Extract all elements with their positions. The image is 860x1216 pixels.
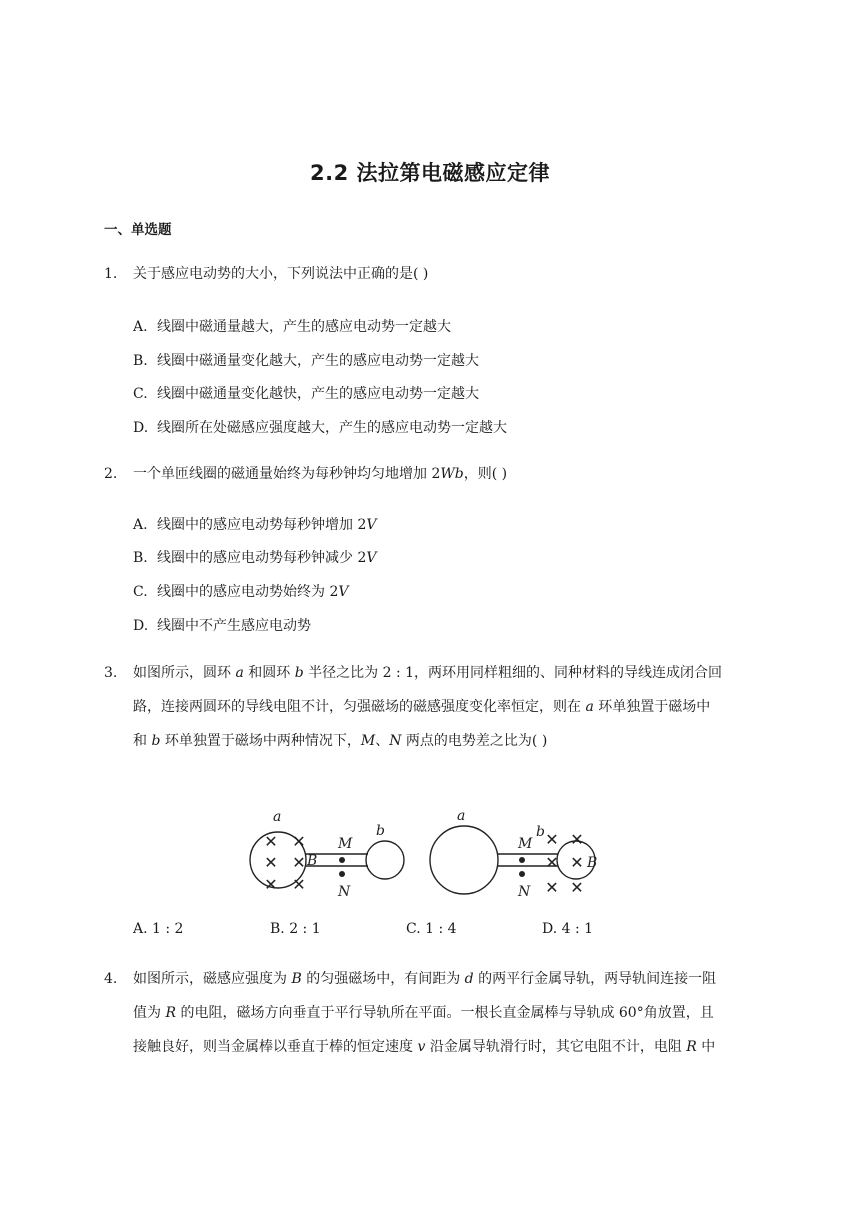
question-2-option-c[interactable] [133,581,348,601]
question-4-stem [133,962,758,1064]
label-M-right: M [518,836,533,852]
question-3-stem [133,656,758,758]
stem-text: 半径之比为 2 : 1，两环用同样粗细的、同种材料的导线连成闭合回 [303,665,723,681]
option-text: 1 : 4 [425,921,457,937]
stem-line [133,1030,758,1064]
label-a-left: a [273,809,282,825]
stem-text: 沿金属导轨滑行时，其它电阻不计，电阻 [425,1039,687,1055]
field-cross-mark: ✕ [264,853,278,872]
question-3-option-b[interactable] [270,921,321,937]
question-3-number: 3. [104,665,118,681]
question-3-option-a[interactable] [133,921,183,937]
stem-line [133,724,758,758]
stem-text: 值为 [133,1005,166,1021]
stem-line [133,962,758,996]
option-label: A. [133,319,148,335]
field-cross-mark: ✕ [570,830,584,849]
option-text: 线圈所在处磁感应强度越大，产生的感应电动势一定越大 [157,420,507,436]
label-a-right: a [457,808,466,824]
stem-text: 一个单匝线圈的磁通量始终为每秒钟均匀地增加 2 [133,466,441,482]
stem-text: 路，连接两圆环的导线电阻不计，匀强磁场的磁感强度变化率恒定，则在 [133,699,586,715]
section-heading: 一、单选题 [104,222,172,238]
label-M-left: M [338,836,353,852]
ring-a-right [430,826,498,894]
option-text: 线圈中磁通量变化越大，产生的感应电动势一定越大 [157,353,479,369]
question-1-number: 1. [104,266,118,282]
terminal-dot-right [519,871,525,877]
var-v: v [417,1039,426,1055]
question-3-option-c[interactable] [406,921,457,937]
question-2-number: 2. [104,466,118,482]
option-text: 线圈中的感应电动势始终为 2 [157,584,339,600]
stem-text: 的电阻，磁场方向垂直于平行导轨所在平面。一根长直金属棒与导轨成 60°角放置，且 [176,1005,714,1021]
option-label: A. [133,517,148,533]
stem-text: 环单独置于磁场中 [593,699,711,715]
var-R: R [165,1005,176,1021]
var-b: b [151,733,161,749]
stem-text: 环单独置于磁场中两种情况下， [160,733,361,749]
field-cross-mark: ✕ [570,878,584,897]
option-text: 2 : 1 [289,921,321,937]
option-text: 线圈中的感应电动势每秒钟减少 2 [157,550,367,566]
stem-text: 的两平行金属导轨，两导轨间连接一阻 [473,971,717,987]
field-crosses-right [545,830,583,897]
question-3-option-d[interactable] [542,921,593,937]
option-text: 线圈中磁通量越大，产生的感应电动势一定越大 [157,319,451,335]
var-n: N [389,733,402,749]
label-N-right: N [518,884,531,900]
field-cross-mark: ✕ [292,875,306,894]
terminal-dot-left [339,857,345,863]
stem-text: 和 [133,733,152,749]
option-label: A. [133,921,148,937]
option-label: B. [133,550,148,566]
stem-text: 如图所示，圆环 [133,665,236,681]
stem-text: 、 [375,733,390,749]
stem-text: 接触良好，则当金属棒以垂直于棒的恒定速度 [133,1039,418,1055]
unit-var: V [366,517,377,533]
question-2-option-a[interactable] [133,514,376,534]
option-label: D. [133,420,149,436]
option-label: B. [133,353,148,369]
stem-line [133,656,758,690]
question-2-option-d[interactable] [133,615,311,635]
option-label: C. [133,386,148,402]
option-label: D. [133,618,149,634]
question-1-stem: 关于感应电动势的大小，下列说法中正确的是( ) [133,266,429,282]
field-cross-mark: ✕ [545,830,559,849]
label-b-right: b [536,824,545,840]
var-R: R [686,1039,697,1055]
stem-text: ，则( ) [463,466,508,482]
option-label: C. [133,584,148,600]
question-1-option-b[interactable] [133,350,479,370]
unit-var: Wb [440,466,464,482]
option-label: C. [406,921,421,937]
terminal-dot-left [339,871,345,877]
stem-text: 的匀强磁场中，有间距为 [301,971,465,987]
label-B-right: B [587,855,598,871]
var-a: a [235,665,244,681]
stem-text: 和圆环 [243,665,295,681]
option-text: 4 : 1 [561,921,594,937]
page-title: 2.2 法拉第电磁感应定律 [309,161,550,185]
var-b: b [294,665,304,681]
question-1-option-a[interactable] [133,316,451,336]
label-B-left: B [307,853,318,869]
question-2-stem [133,457,758,491]
stem-text: 中 [696,1039,716,1055]
question-1-option-d[interactable] [133,417,507,437]
option-text: 1 : 2 [152,921,184,937]
ring-b-left [366,841,404,879]
label-N-left: N [338,884,351,900]
field-cross-mark: ✕ [545,878,559,897]
var-B: B [291,971,302,987]
field-cross-mark: ✕ [264,832,278,851]
option-text: 线圈中不产生感应电动势 [157,618,311,634]
var-a: a [585,699,594,715]
field-cross-mark: ✕ [570,853,584,872]
unit-var: V [366,550,377,566]
stem-line [133,996,758,1030]
stem-text: 如图所示，磁感应强度为 [133,971,292,987]
field-cross-mark: ✕ [292,832,306,851]
option-text: 线圈中磁通量变化越快，产生的感应电动势一定越大 [157,386,479,402]
field-cross-mark: ✕ [264,875,278,894]
terminal-dot-right [519,857,525,863]
var-m: M [360,733,376,749]
field-cross-mark: ✕ [545,853,559,872]
unit-var: V [338,584,349,600]
question-3-figure [240,805,620,905]
stem-text: 两点的电势差之比为( ) [401,733,548,749]
option-text: 线圈中的感应电动势每秒钟增加 2 [157,517,367,533]
label-b-left: b [376,823,385,839]
option-label: D. [542,921,558,937]
question-2-option-b[interactable] [133,547,376,567]
question-4-number: 4. [104,971,118,987]
option-label: B. [270,921,285,937]
var-d: d [464,971,474,987]
question-1-option-c[interactable] [133,383,479,403]
field-crosses-left [264,832,305,894]
field-cross-mark: ✕ [292,853,306,872]
stem-line [133,690,758,724]
